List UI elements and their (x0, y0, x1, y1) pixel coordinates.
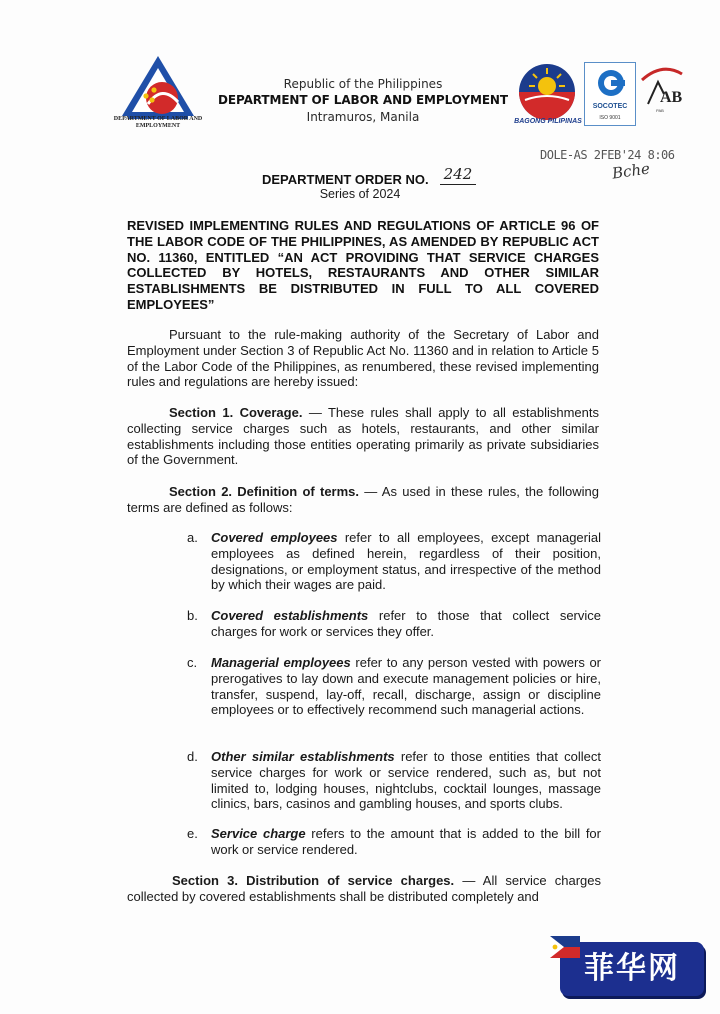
letterhead-department: DEPARTMENT OF LABOR AND EMPLOYMENT (218, 93, 508, 107)
preamble-paragraph: Pursuant to the rule-making authority of the Secretary of Labor and Employment under Section 3 of Republic Act No. 11360 and in relation to Article 5 of the Labor Code of the Philippines, as renumbered, these revised implementing rules and regulations are hereby issued: (127, 327, 599, 390)
receiving-stamp: DOLE-AS 2FEB'24 8:06 (540, 148, 675, 162)
socotec-icon (585, 63, 637, 103)
definition-text: refer to those that collect service charges for work or services they offer. (211, 608, 601, 639)
socotec-certification-logo (584, 62, 636, 126)
pab-caption: PAB (656, 108, 664, 113)
definition-text: refer to all employees, except managerial employees as defined herein, regardless of their position, designations, or employment status, and irrespective of the method by which their wages are paid. (211, 530, 601, 593)
pab-accreditation-logo (638, 60, 686, 128)
letterhead-republic: Republic of the Philippines (283, 77, 443, 91)
definition-text: refer to any person vested with powers or prerogatives to lay down and execute management policies or hire, transfer, suspend, lay-off, recall, discharge, assign or discipline employees or to effectively recommend such managerial actions. (211, 655, 602, 718)
order-series: Series of 2024 (319, 187, 401, 201)
section-1 (127, 405, 599, 468)
definition-letter: d. (187, 749, 198, 764)
section-3 (127, 873, 601, 905)
bagong-pilipinas-logo (515, 60, 579, 126)
order-number: 242 (440, 164, 476, 185)
svg-text:AB: AB (660, 89, 683, 106)
letterhead (218, 76, 508, 125)
definition-letter: a. (187, 530, 198, 545)
order-label: DEPARTMENT ORDER NO. (262, 172, 429, 187)
socotec-label: SOCOTEC (592, 103, 628, 110)
section-1-heading: Section 1. Coverage. (169, 405, 303, 420)
definition-text: refer to those entities that collect service charges for work or service rendered, such as, but not limited to, lodging houses, nightclubs, cocktail lounges, massage clinics, bars, casinos and gambling houses, and sports clubs. (211, 749, 601, 812)
definition-letter: b. (187, 608, 198, 623)
site-watermark (550, 936, 710, 1002)
section-2-text: — As used in these rules, the following terms are defined as follows: (127, 484, 600, 515)
definition-text: refers to the amount that is added to the bill for work or service rendered. (211, 826, 601, 857)
bagong-pilipinas-caption: BAGONG PILIPINAS (514, 118, 582, 125)
section-2-heading: Section 2. Definition of terms. (169, 484, 360, 499)
definition-letter: e. (187, 826, 198, 841)
iso-label: ISO 9001 (599, 115, 621, 121)
section-2 (127, 484, 599, 516)
definition-term: Other similar establishments (211, 749, 395, 764)
stamp-initials: Bche (610, 159, 652, 183)
definition-letter: c. (187, 655, 198, 670)
watermark-text: 菲华网 (584, 951, 680, 986)
letterhead-address: Intramuros, Manila (306, 110, 420, 124)
section-3-heading: Section 3. Distribution of service charges. (172, 873, 455, 888)
dole-logo-caption: DEPARTMENT OF LABOR AND EMPLOYMENT (113, 116, 203, 129)
definition-term: Covered establishments (211, 608, 369, 623)
definition-term: Managerial employees (211, 655, 351, 670)
section-3-text: — All service charges collected by covered establishments shall be distributed completely and (127, 873, 601, 904)
definition-term: Covered employees (211, 530, 338, 545)
document-title: REVISED IMPLEMENTING RULES AND REGULATIONS OF ARTICLE 96 OF THE LABOR CODE OF THE PHILIPPINES, AS AMENDED BY REPUBLIC ACT NO. 11360, ENTITLED “AN ACT PROVIDING THAT SERVICE CHARGES COLLECTED BY HOTELS, RESTAURANTS AND OTHER SIMILAR ESTABLISHMENTS BE DISTRIBUTED IN FULL TO ALL COVERED EMPLOYEES” (127, 218, 599, 312)
flag-icon (550, 936, 580, 958)
section-1-text: — These rules shall apply to all establishments collecting service charges such as hotels, restaurants, and other similar establishments including those entities operating primarily as private subsidiaries of the Government. (127, 405, 599, 468)
definition-term: Service charge (211, 826, 306, 841)
